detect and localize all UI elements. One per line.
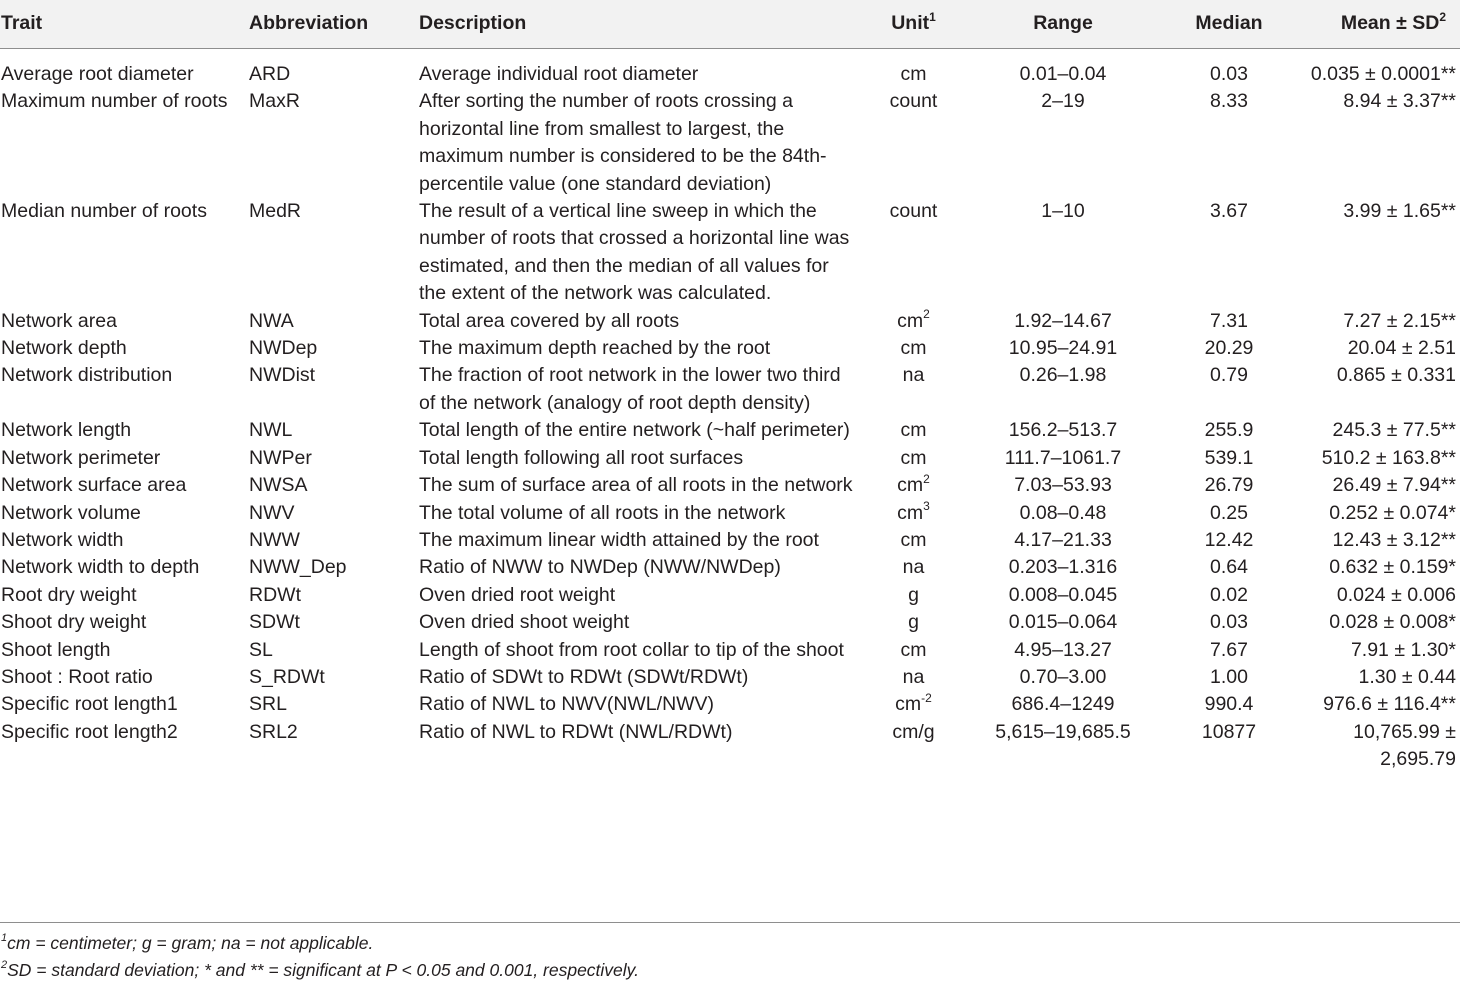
cell-abbreviation: MedR <box>249 200 302 223</box>
unit-superscript: -2 <box>921 690 932 705</box>
cell-unit: cm <box>900 337 927 360</box>
cell-mean-sd: 0.632 ± 0.159* <box>1329 556 1456 579</box>
cell-abbreviation: SL <box>249 638 273 661</box>
cell-mean-sd: 26.49 ± 7.94** <box>1332 474 1456 497</box>
table-row <box>0 335 1460 362</box>
table-row <box>0 582 1460 609</box>
cell-abbreviation: RDWt <box>249 583 301 606</box>
cell-unit: cm <box>900 446 927 469</box>
table-row <box>0 445 1460 472</box>
cell-mean-sd: 0.035 ± 0.0001** <box>1310 63 1456 85</box>
cell-description: The fraction of root network in the lower two third of the network (analogy of root depth density) <box>419 364 841 414</box>
table-row <box>0 500 1460 527</box>
cell-range: 0.26–1.98 <box>1019 364 1107 387</box>
footnote-1-mark: 1 <box>1 932 8 945</box>
cell-trait: Network volume <box>1 501 141 524</box>
cell-description: Ratio of SDWt to RDWt (SDWt/RDWt) <box>419 665 749 688</box>
cell-description: The result of a vertical line sweep in which the number of roots that crossed a horizontal line was estimated, and then the median of all values for the extent of the network was calculated. <box>419 200 850 305</box>
cell-range: 0.70–3.00 <box>1019 665 1107 688</box>
cell-trait: Root dry weight <box>1 583 137 606</box>
cell-description: Oven dried root weight <box>419 583 616 606</box>
cell-trait: Network distribution <box>1 364 173 387</box>
cell-mean-sd: 8.94 ± 3.37** <box>1343 90 1456 113</box>
cell-median: 0.25 <box>1210 501 1248 524</box>
cell-median: 1.00 <box>1210 665 1248 688</box>
cell-mean-sd: 3.99 ± 1.65** <box>1343 200 1456 223</box>
cell-median: 12.42 <box>1204 528 1254 551</box>
cell-unit: count <box>889 200 938 223</box>
footnote-2-mark: 2 <box>1 959 8 972</box>
cell-description: Average individual root diameter <box>419 63 699 85</box>
cell-median: 7.31 <box>1210 309 1248 332</box>
cell-median: 26.79 <box>1204 474 1254 497</box>
header-description: Description <box>419 0 865 49</box>
cell-unit: cm <box>900 419 927 442</box>
cell-trait: Median number of roots <box>1 200 207 223</box>
header-trait: Trait <box>0 0 249 49</box>
cell-median: 0.64 <box>1210 556 1248 579</box>
cell-range: 0.008–0.045 <box>1008 583 1118 606</box>
table-row <box>0 664 1460 691</box>
cell-median: 0.03 <box>1210 63 1248 85</box>
header-unit: Unit$^1$ <box>865 0 962 49</box>
cell-unit: cm <box>900 63 927 85</box>
unit-superscript: 2 <box>923 307 930 322</box>
cell-range: 4.95–13.27 <box>1014 638 1112 661</box>
cell-unit: na <box>902 556 925 579</box>
cell-trait: Maximum number of roots <box>1 90 228 113</box>
cell-abbreviation: SDWt <box>249 611 300 634</box>
footnote-2-text: SD = standard deviation; * and ** = significant at P < 0.05 and 0.001, respectively. <box>7 960 639 980</box>
cell-mean-sd: 7.27 ± 2.15** <box>1343 309 1456 332</box>
unit-superscript: 3 <box>923 499 930 513</box>
cell-description: Ratio of NWL to RDWt (NWL/RDWt) <box>419 720 733 743</box>
table-row <box>0 362 1460 417</box>
cell-range: 686.4–1249 <box>1011 693 1115 716</box>
cell-range: 111.7–1061.7 <box>1004 446 1122 469</box>
cell-range: 4.17–21.33 <box>1014 528 1112 551</box>
table-body <box>0 49 1460 782</box>
cell-trait: Specific root length2 <box>1 720 178 743</box>
table-row <box>0 691 1460 718</box>
cell-unit: $cm^3$ <box>897 499 930 524</box>
cell-median: 7.67 <box>1210 638 1248 661</box>
header-row <box>0 0 1460 49</box>
cell-mean-sd: 0.252 ± 0.074* <box>1329 501 1456 524</box>
cell-abbreviation: NWDep <box>249 337 318 360</box>
cell-trait: Network surface area <box>1 474 187 497</box>
cell-abbreviation: MaxR <box>249 90 300 113</box>
cell-range: 1–10 <box>1041 200 1085 223</box>
cell-mean-sd: 1.30 ± 0.44 <box>1358 665 1456 688</box>
cell-trait: Network width to depth <box>1 556 200 579</box>
header-unit-footnote-mark: 1 <box>929 9 936 24</box>
cell-abbreviation: SRL <box>249 693 287 716</box>
footnote-1-text: cm = centimeter; g = gram; na = not applicable. <box>7 933 374 953</box>
cell-abbreviation: NWW <box>249 528 300 551</box>
cell-median: 20.29 <box>1204 337 1254 360</box>
table-row <box>0 308 1460 335</box>
cell-unit: $cm^2$ <box>897 471 930 497</box>
cell-unit: cm/g <box>892 720 935 743</box>
cell-range: 5,615–19,685.5 <box>995 720 1131 743</box>
cell-description: Oven dried shoot weight <box>419 611 630 634</box>
cell-trait: Network area <box>1 309 117 332</box>
header-mean-footnote-mark: 2 <box>1439 9 1446 24</box>
cell-description: After sorting the number of roots crossing a horizontal line from smallest to largest, the maximum number is considered to be the 84th-percentile value (one standard deviation) <box>419 90 827 195</box>
unit-superscript: 2 <box>923 471 930 486</box>
cell-mean-sd: 0.865 ± 0.331 <box>1336 364 1456 387</box>
cell-trait: Network width <box>1 528 124 551</box>
cell-description: Total area covered by all roots <box>419 309 680 332</box>
cell-median: 0.79 <box>1210 364 1248 387</box>
table-row <box>0 637 1460 664</box>
cell-description: The sum of surface area of all roots in the network <box>419 474 853 497</box>
cell-median: 10877 <box>1201 720 1257 743</box>
cell-median: 539.1 <box>1204 446 1254 469</box>
cell-trait: Specific root length1 <box>1 693 178 716</box>
cell-abbreviation: NWSA <box>249 474 308 497</box>
cell-trait: Network depth <box>1 337 127 360</box>
cell-trait: Average root diameter <box>1 63 194 85</box>
cell-range: 156.2–513.7 <box>1008 419 1118 442</box>
cell-median: 8.33 <box>1210 90 1248 113</box>
header-abbreviation: Abbreviation <box>249 0 419 49</box>
cell-abbreviation: SRL2 <box>249 720 298 743</box>
cell-mean-sd: 976.6 ± 116.4** <box>1323 693 1456 716</box>
cell-unit: cm <box>900 638 927 661</box>
cell-unit: count <box>889 90 938 113</box>
cell-range: 0.015–0.064 <box>1008 611 1118 634</box>
table-row <box>0 198 1460 308</box>
table-header <box>0 0 1460 49</box>
cell-trait: Shoot length <box>1 638 111 661</box>
cell-description: The maximum depth reached by the root <box>419 337 771 360</box>
table-bottom-rule <box>0 922 1460 923</box>
cell-abbreviation: NWA <box>249 309 294 332</box>
cell-trait: Network length <box>1 419 132 442</box>
cell-description: Total length of the entire network (~half perimeter) <box>419 419 850 442</box>
cell-trait: Network perimeter <box>1 446 161 469</box>
cell-median: 0.02 <box>1210 583 1248 606</box>
cell-unit: cm <box>900 528 927 551</box>
cell-description: Ratio of NWW to NWDep (NWW/NWDep) <box>419 556 781 579</box>
table-footnotes <box>1 930 639 984</box>
cell-trait: Shoot dry weight <box>1 611 147 634</box>
table-row <box>0 88 1460 198</box>
cell-abbreviation: S_RDWt <box>249 665 325 688</box>
cell-median: 255.9 <box>1204 419 1254 442</box>
cell-abbreviation: NWDist <box>249 364 316 387</box>
cell-range: 2–19 <box>1041 90 1085 113</box>
cell-mean-sd: 12.43 ± 3.12** <box>1332 528 1456 551</box>
table-row <box>0 554 1460 581</box>
cell-mean-sd: 510.2 ± 163.8** <box>1321 446 1456 469</box>
cell-range: 1.92–14.67 <box>1014 309 1112 332</box>
table-row <box>0 417 1460 444</box>
cell-unit: $cm^2$ <box>897 307 930 332</box>
cell-unit: g <box>908 611 919 634</box>
cell-median: 3.67 <box>1210 200 1248 223</box>
cell-mean-sd: 0.024 ± 0.006 <box>1336 583 1456 606</box>
header-range: Range <box>962 0 1164 49</box>
cell-range: 0.01–0.04 <box>1019 63 1107 85</box>
cell-unit: g <box>908 583 919 606</box>
cell-range: 0.08–0.48 <box>1019 501 1107 524</box>
cell-description: The total volume of all roots in the network <box>419 501 786 524</box>
cell-median: 0.03 <box>1210 611 1248 634</box>
cell-description: Total length following all root surfaces <box>419 446 744 469</box>
header-mean-sd: Mean ± $SD^2$ <box>1294 0 1460 49</box>
cell-abbreviation: NWV <box>249 501 295 524</box>
cell-range: 0.203–1.316 <box>1008 556 1118 579</box>
cell-abbreviation: NWW_Dep <box>249 556 347 579</box>
cell-abbreviation: NWL <box>249 419 293 442</box>
cell-mean-sd: 7.91 ± 1.30* <box>1350 638 1456 661</box>
cell-unit: $cm^{-2}$ <box>895 690 932 716</box>
cell-mean-sd: 245.3 ± 77.5** <box>1332 419 1456 442</box>
table-row <box>0 472 1460 499</box>
table-row <box>0 719 1460 782</box>
cell-mean-sd: 0.028 ± 0.008* <box>1329 611 1456 634</box>
cell-unit: na <box>902 665 925 688</box>
table-row <box>0 527 1460 554</box>
cell-range: 10.95–24.91 <box>1008 337 1118 360</box>
table-row <box>0 49 1460 89</box>
cell-unit: na <box>902 364 925 387</box>
cell-median: 990.4 <box>1204 693 1254 716</box>
cell-mean-sd: 20.04 ± 2.51 <box>1347 337 1456 360</box>
cell-description: Ratio of NWL to NWV(NWL/NWV) <box>419 693 715 716</box>
cell-description: The maximum linear width attained by the root <box>419 528 819 551</box>
cell-trait: Shoot : Root ratio <box>1 665 153 688</box>
cell-mean-sd: 10,765.99 ± 2,695.79 <box>1353 720 1456 771</box>
cell-range: 7.03–53.93 <box>1014 474 1112 497</box>
cell-abbreviation: ARD <box>249 63 291 85</box>
table-row <box>0 609 1460 636</box>
cell-description: Length of shoot from root collar to tip of the shoot <box>419 638 844 661</box>
footnote-1 <box>1 930 639 957</box>
cell-abbreviation: NWPer <box>249 446 312 469</box>
header-median: Median <box>1164 0 1294 49</box>
